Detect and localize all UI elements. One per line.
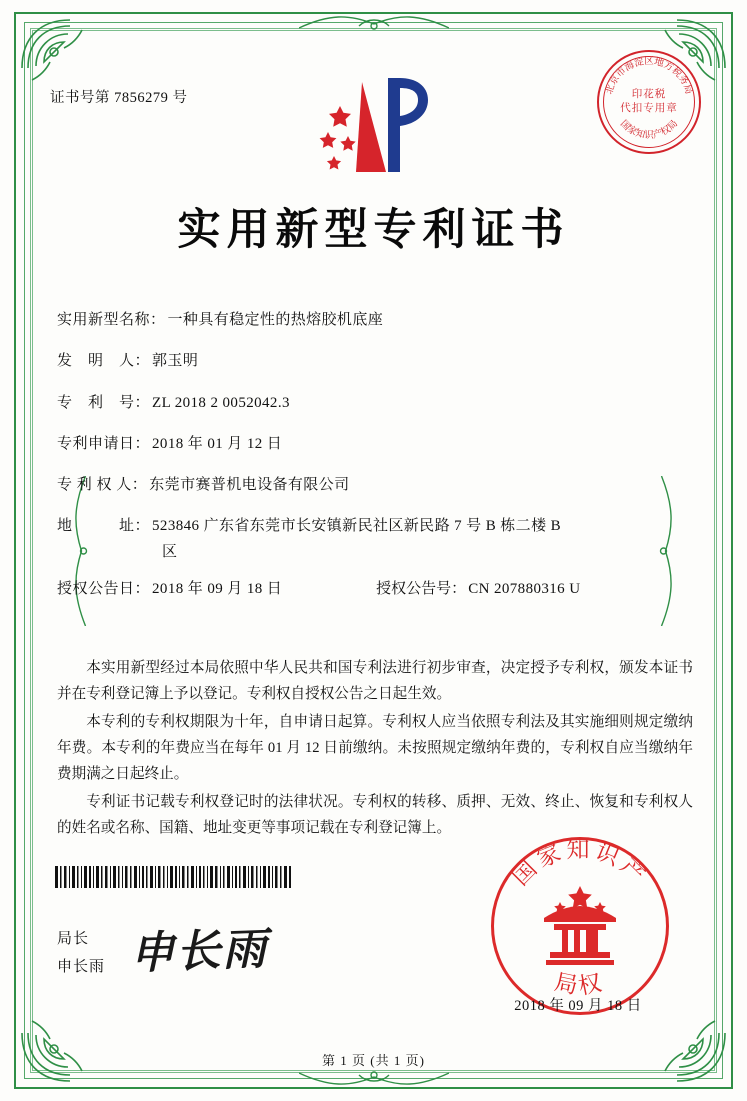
signature-block [57, 925, 105, 981]
official-seal [491, 837, 669, 1015]
field-row-inventor [57, 351, 697, 373]
certificate-number: 证书号第 7856279 号 [50, 90, 188, 106]
field-value-address-continuation: 区 [162, 544, 178, 560]
cnipa-logo-icon [304, 70, 444, 180]
field-label: 发 明 人： [57, 353, 151, 370]
field-label: 专利申请日： [57, 435, 151, 452]
field-value: 东莞市赛普机电设备有限公司 [149, 477, 350, 493]
tax-stamp-center-line2: 代扣专用章 [620, 103, 678, 114]
paragraph: 专利证书记载专利权登记时的法律状况。专利权的转移、质押、无效、终止、恢复和专利权人的姓名或名称、国籍、地址变更等事项记载在专利登记簿上。 [57, 794, 693, 836]
field-row-patentee [57, 475, 697, 497]
tax-stamp [597, 50, 701, 154]
field-value-grant-date: 2018 年 09 月 18 日 [152, 581, 283, 597]
field-label: 专 利 权 人： [57, 477, 148, 493]
paragraph: 本实用新型经过本局依照中华人民共和国专利法进行初步审查，决定授予专利权，颁发本证书并在专利登记簿上予以登记。专利权自授权公告之日起生效。 [57, 660, 693, 702]
page-footer: 第 1 页 (共 1 页) [322, 1053, 425, 1068]
field-value-grant-number: CN 207880316 U [468, 581, 581, 597]
field-label-grant-number: 授权公告号： [376, 581, 467, 597]
field-value: 一种具有稳定性的热熔胶机底座 [167, 312, 384, 328]
field-row-application-date [57, 434, 697, 456]
svg-text:国家知识产权局 [618, 118, 680, 141]
tax-stamp-arc-top: 北京市海淀区地方税务局 [604, 57, 694, 96]
field-label: 实用新型名称： [57, 312, 166, 328]
paragraph: 本专利的专利权期限为十年，自申请日起算。专利权人应当依照专利法及其实施细则规定缴纳年费。本专利的年费应当在每年 01 月 12 日前缴纳。未按照规定缴纳年费的，专利权自应当缴纳年费期满之日起终止。 [57, 714, 693, 782]
field-list [57, 310, 697, 620]
barcode [55, 866, 293, 888]
corner-ornament-icon [18, 999, 104, 1085]
field-value: ZL 2018 2 0052042.3 [152, 394, 290, 411]
signature-name: 申长雨 [57, 959, 106, 975]
field-value: 郭玉明 [152, 353, 199, 370]
tax-stamp-center-line1: 印花税 [631, 89, 667, 100]
body-text [57, 655, 693, 843]
page-title: 实用新型专利证书 [177, 205, 570, 255]
national-emblem-icon [534, 880, 626, 972]
field-label: 专 利 号： [57, 394, 151, 411]
tax-stamp-arc-bottom: 国家知识产权局 [617, 118, 681, 141]
field-row-address [57, 516, 697, 538]
seal-date: 2018 年 09 月 18 日 [514, 998, 642, 1014]
field-row-patent-number [57, 393, 697, 415]
edge-ornament-icon [299, 10, 449, 39]
field-row-grant-announcement [57, 579, 697, 601]
field-row-invention-name [57, 310, 697, 332]
field-label-grant-date: 授权公告日： [57, 581, 151, 597]
handwritten-signature: 申长雨 [129, 923, 270, 980]
field-value: 2018 年 01 月 12 日 [152, 435, 283, 452]
field-value: 523846 广东省东莞市长安镇新民社区新民路 7 号 B 栋二楼 B [152, 518, 562, 535]
svg-text:国家知识产: 国家知识产 [507, 837, 653, 891]
field-label: 地 址： [57, 518, 151, 535]
svg-text:局权: 局权 [552, 969, 608, 1000]
signature-role: 局长 [57, 931, 90, 947]
